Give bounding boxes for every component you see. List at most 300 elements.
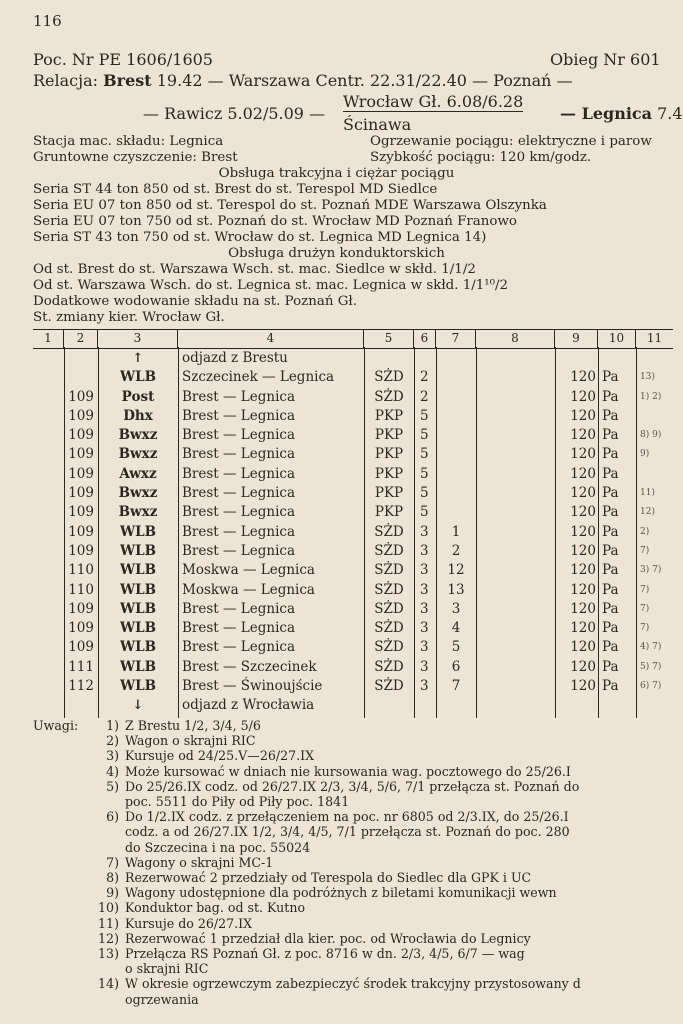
- column-divider: [555, 347, 556, 718]
- cell-c8: [476, 445, 555, 464]
- cell-c11: 7): [640, 545, 650, 556]
- cell-c8: [476, 484, 555, 503]
- cell-c3: Awxz: [119, 465, 157, 482]
- cell-c6: 5: [420, 427, 429, 444]
- notes-label: [33, 946, 89, 961]
- notes-label: [33, 976, 89, 991]
- cell-c10: Pa: [602, 658, 619, 675]
- note-number: [89, 961, 125, 976]
- cell-c1: [33, 638, 64, 657]
- notes-label: [33, 840, 89, 855]
- note-text: Kursuje do 26/27.IX: [125, 915, 253, 931]
- note-text: W okresie ogrzewczym zabezpieczyć środek trakcyjny przystosowany d: [125, 976, 581, 992]
- note-text: Do 1/2.IX codz. z przełączeniem na poc. nr 6805 od 2/3.IX, do 25/26.I: [125, 809, 569, 825]
- table-row: [33, 426, 673, 445]
- table-row: [33, 465, 673, 484]
- cell-c8: [476, 619, 555, 638]
- cell-c7: [436, 426, 476, 445]
- note-line: [33, 748, 581, 763]
- note-text: Konduktor bag. od st. Kutno: [125, 900, 306, 916]
- cell-c9: 120: [570, 639, 596, 656]
- cell-c1: [33, 619, 64, 638]
- cell-c2: 109: [68, 388, 94, 405]
- up-arrow-icon: ↑: [132, 351, 144, 366]
- note-line: [33, 794, 581, 809]
- relation-prefix: Relacja:: [33, 71, 99, 90]
- notes-label: [33, 885, 89, 900]
- note-line: [33, 779, 581, 794]
- cell-c5: SŻD: [374, 600, 404, 617]
- cell-c1: [33, 368, 64, 387]
- cell-c11: 4) 7): [640, 642, 662, 653]
- cell-c4: Brest — Legnica: [182, 639, 296, 656]
- cell-c3: WLB: [119, 523, 157, 540]
- cell-c6: 3: [420, 639, 429, 656]
- cell-c9: 120: [570, 600, 596, 617]
- note-number: [89, 992, 125, 1007]
- cell-c11: 7): [640, 584, 650, 595]
- cell-c3: WLB: [119, 562, 157, 579]
- cell-c6: 3: [420, 562, 429, 579]
- cell-c8: [476, 388, 555, 407]
- cell-c7: 12: [447, 562, 465, 579]
- cell-c7: 13: [447, 581, 465, 598]
- cell-c6: 3: [420, 678, 429, 695]
- cell-c1: [33, 581, 64, 600]
- cell-c2: 109: [68, 523, 94, 540]
- cell-c11: 13): [640, 372, 655, 383]
- table-note-row: [33, 696, 673, 715]
- cell-c7: [436, 503, 476, 522]
- relation-wroclaw: Wrocław Gł. 6.08/6.28: [343, 92, 524, 111]
- notes-label: [33, 961, 89, 976]
- cell-c4: Brest — Legnica: [182, 504, 296, 521]
- cell-c4: Brest — Legnica: [182, 465, 296, 482]
- note-number: 6): [106, 809, 119, 825]
- col-header: 5: [364, 330, 414, 348]
- cell-c3: Bwxz: [118, 504, 158, 521]
- table-row: [33, 600, 673, 619]
- cell-c8: [476, 368, 555, 387]
- cell-c3: WLB: [119, 581, 157, 598]
- cell-c11: 6) 7): [640, 681, 662, 692]
- col-header: 6: [414, 330, 436, 348]
- column-divider: [178, 347, 179, 718]
- note-line: [33, 885, 581, 900]
- cell-c11: 11): [640, 488, 655, 499]
- relation-legnica: — Legnica 7.4: [560, 104, 683, 123]
- cell-c6: 3: [420, 581, 429, 598]
- cell-c7: [436, 368, 476, 387]
- cell-c5: SŻD: [374, 542, 404, 559]
- column-divider: [414, 347, 415, 718]
- cell-c7: [436, 388, 476, 407]
- crew-line: Od st. Brest do st. Warszawa Wsch. st. mac. Siedlce w skłd. 1/1/2: [33, 262, 476, 277]
- note-number: 13): [98, 946, 119, 962]
- table-row: [33, 658, 673, 677]
- cell-c9: 120: [570, 369, 596, 386]
- cell-c1: [33, 600, 64, 619]
- note-number: 8): [106, 870, 119, 886]
- table-header: [33, 329, 673, 349]
- cell-c10: Pa: [602, 620, 619, 637]
- cell-c4: Brest — Legnica: [182, 407, 296, 424]
- cell-c2: 109: [68, 446, 94, 463]
- notes-label: [33, 733, 89, 748]
- notes-label: [33, 809, 89, 824]
- relation-line-1: [33, 71, 573, 90]
- circulation-number: Obieg Nr 601: [550, 50, 661, 69]
- cell-c4: Moskwa — Legnica: [182, 562, 315, 579]
- notes-label: [33, 748, 89, 763]
- departure-note: odjazd z Brestu: [182, 350, 288, 366]
- column-divider: [598, 347, 599, 718]
- cell-c2: 110: [68, 581, 94, 598]
- col-header: 1: [33, 330, 64, 348]
- note-line: [33, 961, 581, 976]
- cell-c6: 2: [420, 369, 429, 386]
- cell-c1: [33, 658, 64, 677]
- note-number: 7): [106, 854, 119, 870]
- table-row: [33, 368, 673, 387]
- cell-c11: 5) 7): [640, 661, 662, 672]
- cell-c10: Pa: [602, 542, 619, 559]
- note-number: 5): [106, 778, 119, 794]
- cell-c5: PKP: [374, 485, 404, 502]
- cell-c1: [33, 503, 64, 522]
- cell-c9: 120: [570, 678, 596, 695]
- cell-c3: WLB: [119, 678, 157, 695]
- cell-c6: 3: [420, 523, 429, 540]
- notes-section: [33, 718, 581, 1007]
- cell-c2: 112: [68, 678, 94, 695]
- cell-c8: [476, 523, 555, 542]
- cell-c11: [636, 407, 673, 426]
- cell-c10: Pa: [602, 581, 619, 598]
- notes-label: Uwagi:: [33, 718, 79, 733]
- cell-c8: [476, 503, 555, 522]
- cell-c1: [33, 523, 64, 542]
- cell-c4: Brest — Legnica: [182, 620, 296, 637]
- note-number: 10): [98, 900, 119, 916]
- notes-label: [33, 931, 89, 946]
- col-header: 3: [98, 330, 178, 348]
- cell-c5: PKP: [374, 407, 404, 424]
- note-line: [33, 855, 581, 870]
- cell-c7: 5: [451, 639, 461, 656]
- cell-c8: [476, 658, 555, 677]
- traction-header: Obsługa trakcyjna i ciężar pociągu: [218, 166, 455, 181]
- column-divider: [436, 347, 437, 718]
- cell-c9: 120: [570, 485, 596, 502]
- cell-c1: [33, 484, 64, 503]
- cell-c5: SŻD: [374, 523, 404, 540]
- cell-c8: [476, 600, 555, 619]
- table-row: [33, 677, 673, 696]
- note-line: [33, 931, 581, 946]
- cell-c7: 3: [451, 600, 461, 617]
- table-row: [33, 484, 673, 503]
- cell-c10: Pa: [602, 523, 619, 540]
- cell-c4: Brest — Świnoujście: [182, 678, 323, 695]
- note-number: 14): [98, 976, 119, 992]
- cell-c7: 2: [451, 542, 461, 559]
- traction-line: Seria EU 07 ton 850 od st. Terespol do st. Poznań MDE Warszawa Olszynka: [33, 198, 547, 213]
- down-arrow-icon: ↓: [132, 698, 144, 714]
- cell-c11: 7): [640, 603, 650, 614]
- cell-c4: Moskwa — Legnica: [182, 581, 315, 598]
- note-line: [33, 733, 581, 748]
- cell-c3: Bwxz: [118, 446, 158, 463]
- note-text: Przełącza RS Poznań Gł. z poc. 8716 w dn. 2/3, 4/5, 6/7 — wag: [125, 946, 525, 962]
- cell-c1: [33, 426, 64, 445]
- cell-c1: [33, 407, 64, 426]
- cell-c2: [64, 368, 98, 387]
- note-line: [33, 764, 581, 779]
- cell-c9: 120: [570, 388, 596, 405]
- note-number: 4): [106, 763, 119, 779]
- cell-c10: Pa: [602, 485, 619, 502]
- cell-c2: 109: [68, 600, 94, 617]
- cell-c6: 3: [420, 600, 429, 617]
- col-header: 2: [64, 330, 98, 348]
- cell-c5: SŻD: [374, 620, 404, 637]
- cell-c11: 7): [640, 623, 650, 634]
- column-divider: [476, 347, 477, 718]
- cell-c9: 120: [570, 407, 596, 424]
- note-text: Z Brestu 1/2, 3/4, 5/6: [125, 718, 261, 733]
- cell-c4: Brest — Legnica: [182, 427, 296, 444]
- notes-label: [33, 870, 89, 885]
- direction-change-info: St. zmiany kier. Wrocław Gł.: [33, 310, 225, 325]
- note-line: [33, 824, 581, 839]
- table-row: [33, 388, 673, 407]
- note-line: [33, 916, 581, 931]
- note-number: 11): [98, 915, 119, 931]
- cell-c10: Pa: [602, 427, 619, 444]
- cell-c10: Pa: [602, 562, 619, 579]
- cell-c5: PKP: [374, 446, 404, 463]
- relation-scinawa: Ścinawa: [343, 115, 412, 134]
- note-line: [33, 976, 581, 991]
- cell-c11: 12): [640, 507, 655, 518]
- cell-c1: [33, 445, 64, 464]
- cell-c7: 6: [451, 658, 461, 675]
- col-header: 9: [555, 330, 598, 348]
- note-line: [33, 718, 581, 733]
- cell-c3: WLB: [119, 600, 157, 617]
- note-text: Do 25/26.IX codz. od 26/27.IX 2/3, 3/4, 5/6, 7/1 przełącza st. Poznań do: [125, 778, 580, 794]
- cell-c10: Pa: [602, 465, 619, 482]
- note-text: do Szczecina i na poc. 55024: [125, 839, 311, 855]
- cell-c10: Pa: [602, 388, 619, 405]
- cell-c3: Bwxz: [118, 427, 158, 444]
- cell-c11: 2): [640, 526, 650, 537]
- cell-c11: 3) 7): [640, 565, 662, 576]
- cell-c5: SŻD: [374, 369, 404, 386]
- cell-c9: 120: [570, 465, 596, 482]
- cell-c1: [33, 677, 64, 696]
- watering-info: Dodatkowe wodowanie składu na st. Poznań Gł.: [33, 294, 358, 309]
- cell-c3: WLB: [119, 542, 157, 559]
- train-label: Poc. Nr PE 1606/1605: [33, 50, 213, 69]
- cell-c7: [436, 445, 476, 464]
- cell-c6: 5: [420, 465, 429, 482]
- cell-c10: Pa: [602, 504, 619, 521]
- cell-c6: 5: [420, 446, 429, 463]
- note-number: 2): [106, 733, 119, 749]
- cell-c2: 110: [68, 562, 94, 579]
- cell-c8: [476, 407, 555, 426]
- cell-c4: Brest — Szczecinek: [182, 658, 317, 675]
- traction-line: Seria ST 43 ton 750 od st. Wrocław do st. Legnica MD Legnica 14): [33, 230, 487, 245]
- cell-c1: [33, 542, 64, 561]
- note-number: 9): [106, 885, 119, 901]
- depot-station: Stacja mac. składu: Legnica: [33, 134, 224, 149]
- cell-c3: WLB: [119, 658, 157, 675]
- cell-c10: Pa: [602, 407, 619, 424]
- cell-c10: Pa: [602, 678, 619, 695]
- cell-c6: 3: [420, 542, 429, 559]
- note-number: 3): [106, 748, 119, 764]
- page-number: 116: [33, 12, 62, 30]
- cleaning-info: Gruntowne czyszczenie: Brest: [33, 150, 238, 165]
- relation-rawicz: — Rawicz 5.02/5.09 —: [143, 104, 326, 123]
- table-row: [33, 407, 673, 426]
- cell-c8: [476, 426, 555, 445]
- cell-c8: [476, 677, 555, 696]
- table-row: [33, 581, 673, 600]
- cell-c9: 120: [570, 658, 596, 675]
- cell-c4: Brest — Legnica: [182, 446, 296, 463]
- table-note-row: [33, 349, 673, 368]
- cell-c2: 109: [68, 639, 94, 656]
- cell-c3: Bwxz: [118, 485, 158, 502]
- cell-c9: 120: [570, 446, 596, 463]
- cell-c2: 109: [68, 504, 94, 521]
- heating-info: Ogrzewanie pociągu: elektryczne i parow: [370, 134, 652, 149]
- note-number: [89, 794, 125, 809]
- cell-c10: Pa: [602, 600, 619, 617]
- notes-label: [33, 794, 89, 809]
- note-text: Rezerwować 1 przedział dla kier. poc. od Wrocławia do Legnicy: [125, 930, 531, 946]
- cell-c2: 109: [68, 542, 94, 559]
- table-row: [33, 638, 673, 657]
- cell-c9: 120: [570, 562, 596, 579]
- cell-c7: 7: [451, 678, 461, 695]
- cell-c2: 111: [68, 658, 94, 675]
- crew-header: Obsługa drużyn konduktorskich: [228, 246, 445, 261]
- cell-c8: [476, 561, 555, 580]
- col-header: 11: [646, 331, 663, 345]
- cell-c2: 109: [68, 620, 94, 637]
- notes-label: [33, 992, 89, 1007]
- cell-c6: 3: [420, 658, 429, 675]
- cell-c3: WLB: [119, 639, 157, 656]
- table-row: [33, 542, 673, 561]
- column-divider: [364, 347, 365, 718]
- relation-times: 19.42 — Warszawa Centr. 22.31/22.40 — Poznań —: [156, 71, 573, 90]
- notes-label: [33, 900, 89, 915]
- cell-c5: SŻD: [374, 658, 404, 675]
- cell-c9: 120: [570, 427, 596, 444]
- cell-c4: Brest — Legnica: [182, 388, 296, 405]
- cell-c4: Brest — Legnica: [182, 600, 296, 617]
- note-number: 12): [98, 930, 119, 946]
- cell-c5: PKP: [374, 427, 404, 444]
- cell-c10: Pa: [602, 446, 619, 463]
- relation-brest: Brest: [103, 71, 152, 90]
- speed-info: Szybkość pociągu: 120 km/godz.: [370, 150, 592, 165]
- cell-c11: 8) 9): [640, 430, 662, 441]
- note-text: Rezerwować 2 przedziały od Terespola do Siedlec dla GPK i UC: [125, 870, 532, 886]
- table-row: [33, 445, 673, 464]
- col-header: 10: [598, 330, 636, 348]
- composition-table: [33, 329, 673, 716]
- cell-c1: [33, 465, 64, 484]
- cell-c2: 109: [68, 427, 94, 444]
- note-text: Może kursować w dniach nie kursowania wag. pocztowego do 25/26.I: [125, 763, 571, 779]
- cell-c5: PKP: [374, 465, 404, 482]
- cell-c3: WLB: [119, 620, 157, 637]
- cell-c1: [33, 561, 64, 580]
- note-line: [33, 870, 581, 885]
- cell-c8: [476, 638, 555, 657]
- cell-c10: Pa: [602, 639, 619, 656]
- cell-c6: 5: [420, 504, 429, 521]
- note-text: poc. 5511 do Piły od Piły poc. 1841: [125, 794, 350, 810]
- cell-c7: [436, 407, 476, 426]
- cell-c9: 120: [570, 523, 596, 540]
- note-text: Wagony o skrajni MC-1: [125, 854, 274, 870]
- cell-c11: [636, 465, 673, 484]
- notes-label: [33, 824, 89, 839]
- cell-c9: 120: [570, 581, 596, 598]
- cell-c7: 1: [451, 523, 461, 540]
- cell-c4: Brest — Legnica: [182, 542, 296, 559]
- cell-c7: [436, 465, 476, 484]
- note-text: Kursuje od 24/25.V—26/27.IX: [125, 748, 315, 764]
- table-body: [33, 368, 673, 696]
- cell-c7: [436, 484, 476, 503]
- note-text: codz. a od 26/27.IX 1/2, 3/4, 4/5, 7/1 przełącza st. Poznań do poc. 280: [125, 824, 570, 840]
- cell-c7: 4: [451, 620, 461, 637]
- cell-c8: [476, 465, 555, 484]
- cell-c2: 109: [68, 485, 94, 502]
- cell-c5: SŻD: [374, 562, 404, 579]
- table-row: [33, 503, 673, 522]
- notes-label: [33, 916, 89, 931]
- cell-c2: 109: [68, 465, 94, 482]
- cell-c4: Szczecinek — Legnica: [182, 369, 335, 386]
- cell-c5: SŻD: [374, 581, 404, 598]
- note-text: Wagony udostępnione dla podróżnych z biletami komunikacji wewn: [125, 885, 557, 901]
- notes-label: [33, 764, 89, 779]
- cell-c6: 3: [420, 620, 429, 637]
- cell-c11: 1) 2): [640, 391, 662, 402]
- note-number: 1): [106, 718, 119, 733]
- cell-c11: 9): [640, 449, 650, 460]
- column-divider: [636, 347, 637, 718]
- table-row: [33, 561, 673, 580]
- cell-c4: Brest — Legnica: [182, 523, 296, 540]
- cell-c8: [476, 581, 555, 600]
- cell-c5: SŻD: [374, 639, 404, 656]
- note-number: [89, 840, 125, 855]
- note-line: [33, 840, 581, 855]
- column-divider: [98, 347, 99, 718]
- cell-c2: 109: [68, 407, 94, 424]
